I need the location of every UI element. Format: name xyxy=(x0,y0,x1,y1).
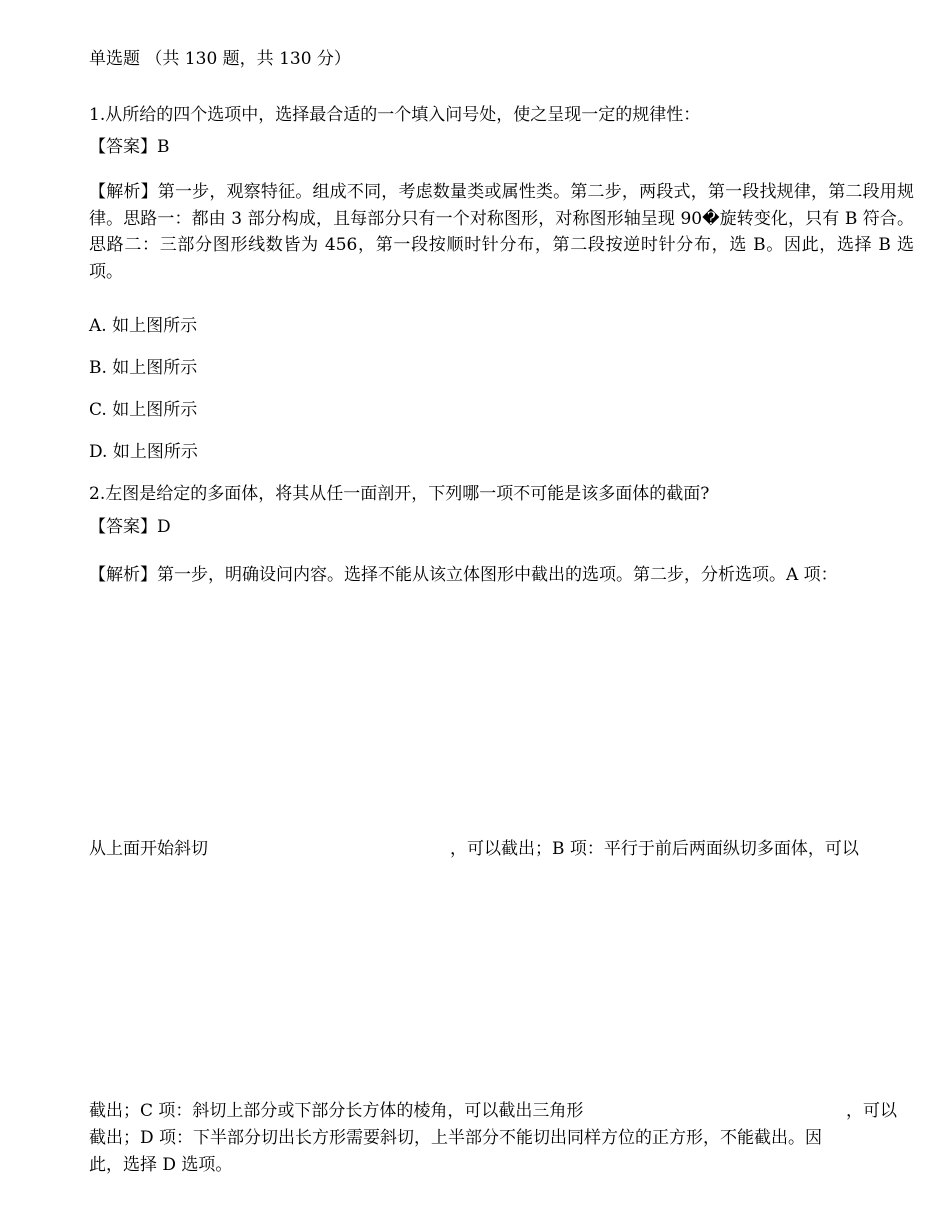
question-1-option-b: B. 如上图所示 xyxy=(89,358,198,378)
question-2-analysis-line-3-left: 截出；C 项：斜切上部分或下部分长方体的棱角，可以截出三角形 xyxy=(89,1101,584,1121)
question-1-option-d: D. 如上图所示 xyxy=(89,442,198,462)
question-2-stem: 2.左图是给定的多面体，将其从任一面剖开，下列哪一项不可能是该多面体的截面? xyxy=(89,484,710,504)
question-1-stem: 1.从所给的四个选项中，选择最合适的一个填入问号处，使之呈现一定的规律性： xyxy=(89,105,701,125)
question-1-option-a: A. 如上图所示 xyxy=(89,316,198,336)
question-2-analysis-line-5: 此，选择 D 选项。 xyxy=(89,1155,233,1175)
section-header: 单选题 （共 130 题，共 130 分） xyxy=(89,49,351,69)
question-2-analysis-line-1: 【解析】第一步，明确设问内容。选择不能从该立体图形中截出的选项。第二步，分析选项。A 项： xyxy=(89,565,838,585)
question-1-analysis: 【解析】第一步，观察特征。组成不同，考虑数量类或属性类。第二步，两段式，第一段找规律，第二段用规律。思路一：都由 3 部分构成，且每部分只有一个对称图形，对称图形轴呈现 90�旋转变化，只有 B 符合。思路二：三部分图形线数皆为 456，第一段按顺时针分布，第二段按逆时针分布，选 B。因此，选择 B 选项。 xyxy=(89,182,914,282)
question-2-analysis-line-4: 截出；D 项：下半部分切出长方形需要斜切，上半部分不能切出同样方位的正方形，不能截出。因 xyxy=(89,1128,823,1148)
question-2-answer: 【答案】D xyxy=(89,517,171,537)
question-1-option-c: C. 如上图所示 xyxy=(89,400,198,420)
question-1-answer: 【答案】B xyxy=(89,137,170,157)
question-2-analysis-line-3-right: ，可以 xyxy=(846,1101,897,1121)
question-2-analysis-line-2-left: 从上面开始斜切 xyxy=(89,839,208,859)
question-2-analysis-line-2-right: ，可以截出；B 项：平行于前后两面纵切多面体，可以 xyxy=(450,839,859,859)
